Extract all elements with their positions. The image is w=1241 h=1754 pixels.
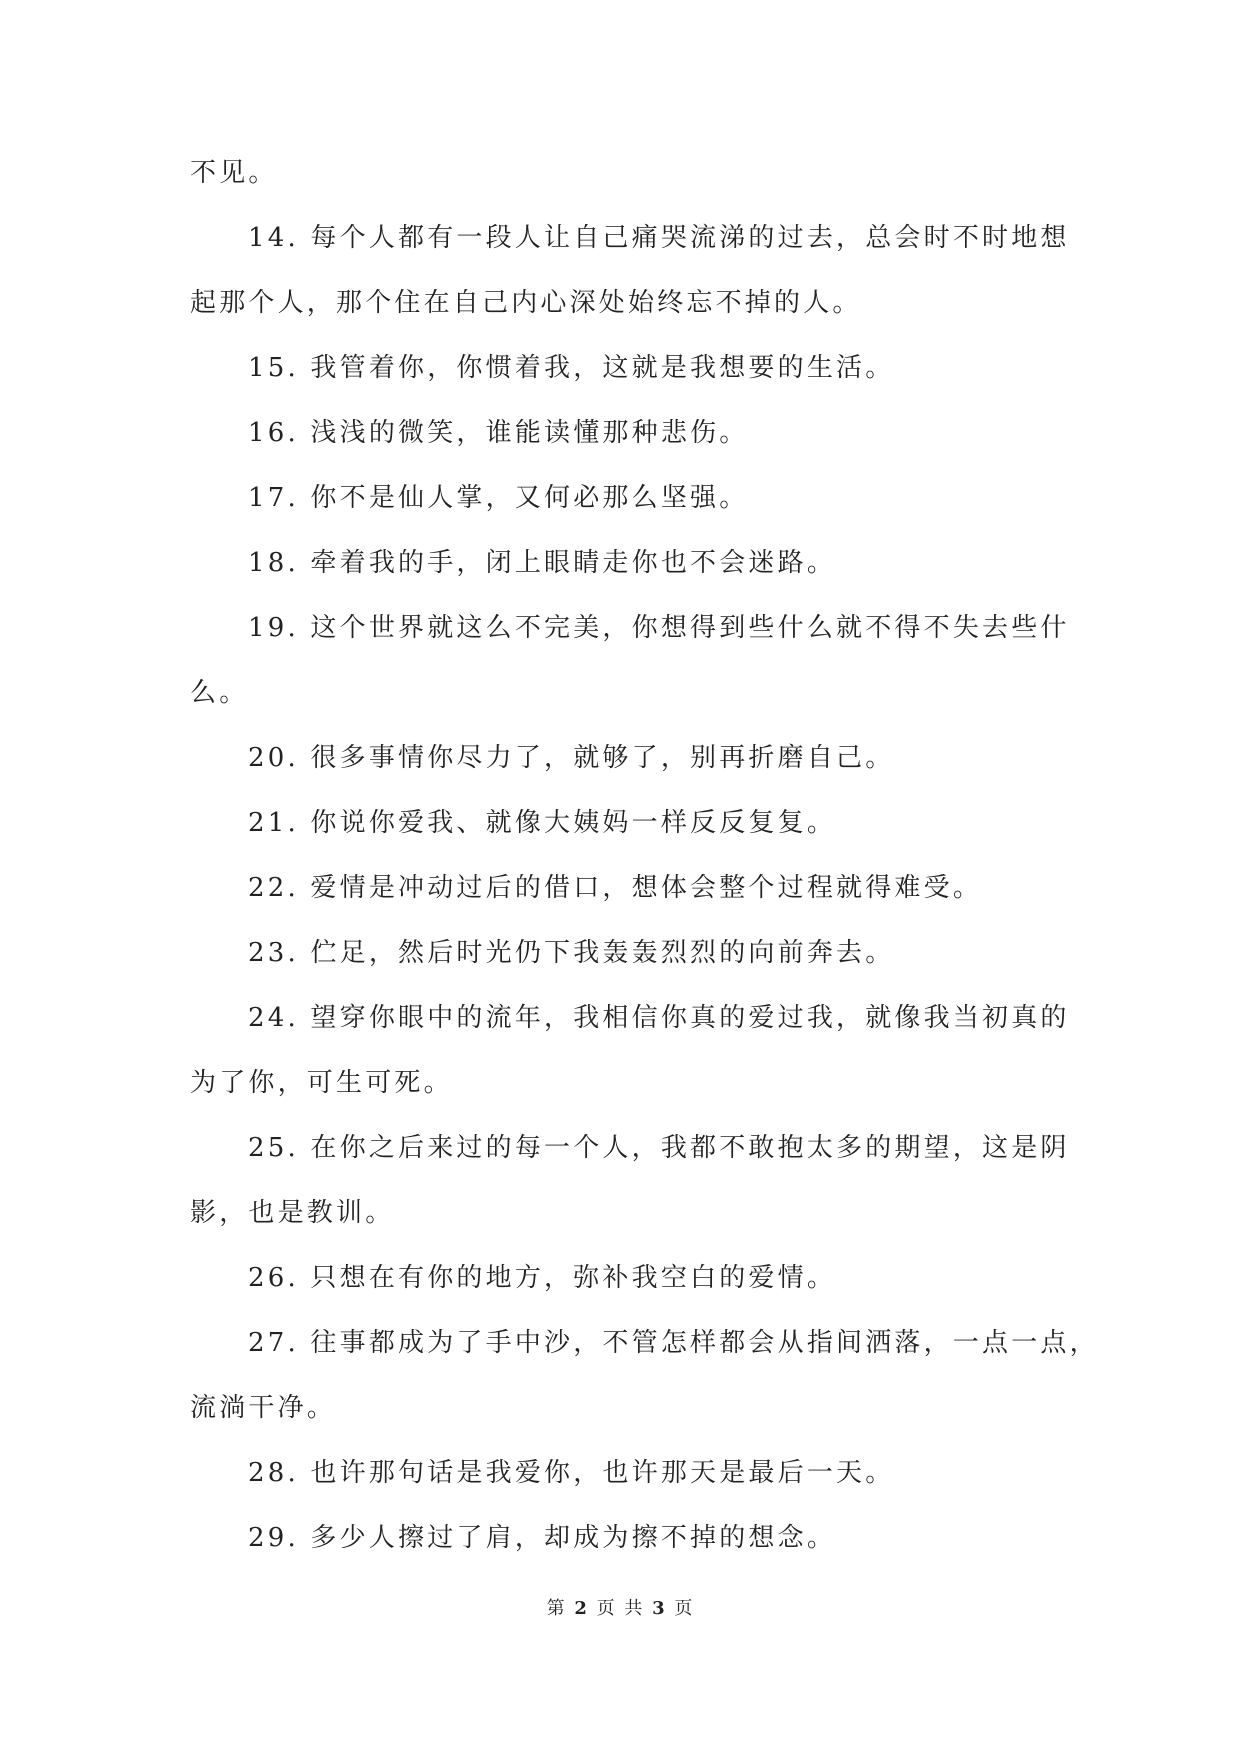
text-line: 23. 伫足，然后时光仍下我轰轰烈烈的向前奔去。	[248, 938, 895, 968]
document-body	[190, 155, 1099, 1585]
text-line: 24. 望穿你眼中的流年，我相信你真的爱过我，就像我当初真的	[248, 1003, 1070, 1033]
text-line: 影，也是教训。	[190, 1198, 395, 1228]
text-line: 27. 往事都成为了手中沙，不管怎样都会从指间洒落，一点一点，	[248, 1328, 1099, 1358]
text-line: 19. 这个世界就这么不完美，你想得到些什么就不得不失去些什	[248, 613, 1070, 643]
text-line: 18. 牵着我的手，闭上眼睛走你也不会迷路。	[248, 548, 837, 578]
text-line: 14. 每个人都有一段人让自己痛哭流涕的过去，总会时不时地想	[248, 223, 1070, 253]
footer-middle: 页 共	[596, 1598, 645, 1619]
page-footer	[0, 1597, 1241, 1621]
text-line: 26. 只想在有你的地方，弥补我空白的爱情。	[248, 1263, 837, 1293]
text-line: 20. 很多事情你尽力了，就够了，别再折磨自己。	[248, 743, 895, 773]
current-page-number: 2	[574, 1598, 589, 1619]
text-line: 17. 你不是仙人掌，又何必那么坚强。	[248, 483, 749, 513]
text-line: 起那个人，那个住在自己内心深处始终忘不掉的人。	[190, 288, 862, 318]
footer-prefix: 第	[546, 1598, 567, 1619]
text-line: 么。	[190, 678, 249, 708]
text-line: 不见。	[190, 158, 278, 188]
text-line: 22. 爱情是冲动过后的借口，想体会整个过程就得难受。	[248, 873, 983, 903]
text-line: 16. 浅浅的微笑，谁能读懂那种悲伤。	[248, 418, 749, 448]
text-line: 29. 多少人擦过了肩，却成为擦不掉的想念。	[248, 1523, 837, 1553]
text-line: 21. 你说你爱我、就像大姨妈一样反反复复。	[248, 808, 837, 838]
text-line: 流淌干净。	[190, 1393, 337, 1423]
text-line: 28. 也许那句话是我爱你，也许那天是最后一天。	[248, 1458, 895, 1488]
footer-suffix: 页	[674, 1598, 695, 1619]
text-line: 为了你，可生可死。	[190, 1068, 453, 1098]
text-line: 25. 在你之后来过的每一个人，我都不敢抱太多的期望，这是阴	[248, 1133, 1070, 1163]
total-pages-number: 3	[652, 1598, 667, 1619]
text-line: 15. 我管着你，你惯着我，这就是我想要的生活。	[248, 353, 895, 383]
